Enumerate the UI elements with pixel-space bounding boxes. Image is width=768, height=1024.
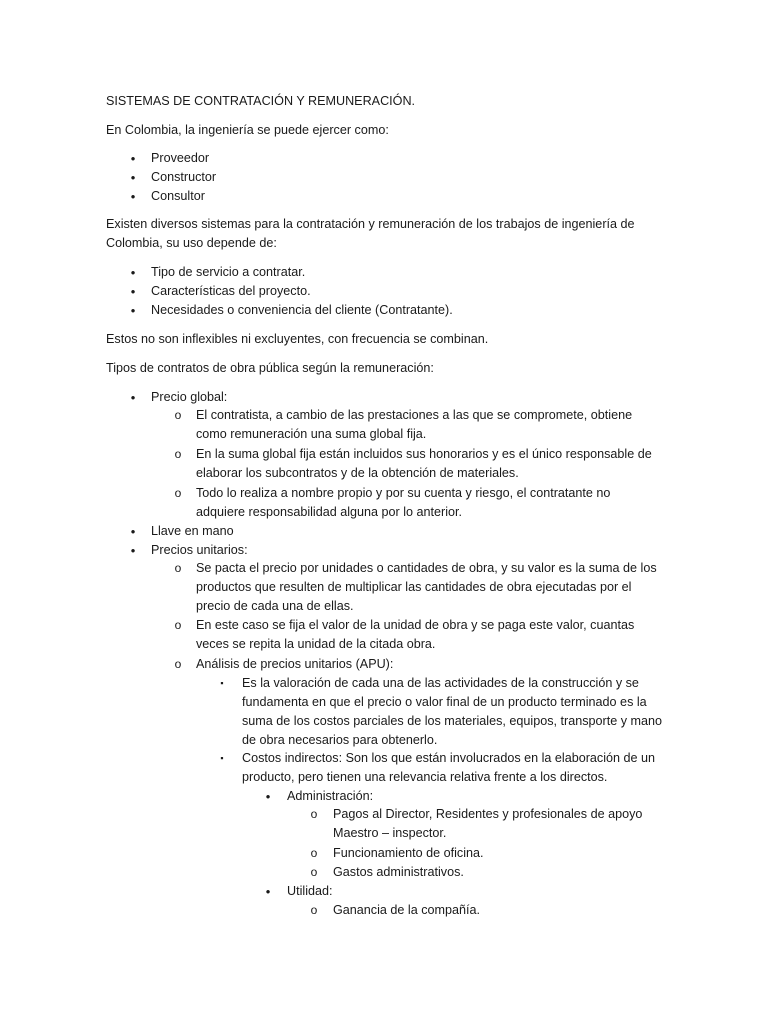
- circle-marker: o: [174, 486, 182, 500]
- combine-note: Estos no son inflexibles ni excluyentes, con frecuencia se combinan.: [106, 332, 489, 346]
- sub-item-line: Todo lo realiza a nombre propio y por su cuenta y riesgo, el contratante no: [196, 486, 611, 500]
- list-item-precios-unitarios: Precios unitarios:: [151, 543, 248, 557]
- apu-item-line: Costos indirectos: Son los que están involucrados en la elaboración de un: [242, 751, 656, 765]
- sub-item-line: Pagos al Director, Residentes y profesionales de apoyo: [333, 807, 643, 821]
- bullet-marker: •: [130, 543, 136, 558]
- sub-item-line: Se pacta el precio por unidades o cantidades de obra, y su valor es la suma de los: [196, 561, 657, 575]
- sub-item-line: veces se repita la unidad de la citada obra.: [196, 637, 436, 651]
- types-intro: Tipos de contratos de obra pública según la remuneración:: [106, 361, 434, 375]
- circle-marker: o: [174, 408, 182, 422]
- sub-item-line: como remuneración una suma global fija.: [196, 427, 427, 441]
- intro-paragraph: En Colombia, la ingeniería se puede ejercer como:: [106, 123, 389, 137]
- bullet-marker: •: [265, 789, 271, 804]
- bullet-marker: •: [130, 151, 136, 166]
- apu-item-line: de obra necesarios para obtenerlo.: [242, 733, 438, 747]
- apu-item-line: fundamenta en que el precio o valor final de un producto terminado es la: [242, 695, 647, 709]
- systems-paragraph-line: Existen diversos sistemas para la contratación y remuneración de los trabajos de ingeniería de: [106, 217, 635, 231]
- circle-marker: o: [174, 561, 182, 575]
- sub-item-line: Maestro – inspector.: [333, 826, 447, 840]
- list-item-factor: Características del proyecto.: [151, 284, 311, 298]
- sub-item-line: Ganancia de la compañía.: [333, 903, 481, 917]
- list-item-precio-global: Precio global:: [151, 390, 228, 404]
- bullet-marker: •: [265, 884, 271, 899]
- bullet-marker: •: [130, 170, 136, 185]
- circle-marker: o: [174, 657, 182, 671]
- sub-item-line: Gastos administrativos.: [333, 865, 464, 879]
- circle-marker: o: [310, 865, 318, 879]
- bullet-marker: •: [130, 390, 136, 405]
- square-marker: ▪: [220, 753, 224, 763]
- sub-item-line: El contratista, a cambio de las prestaciones a las que se compromete, obtiene: [196, 408, 633, 422]
- circle-marker: o: [174, 618, 182, 632]
- circle-marker: o: [310, 807, 318, 821]
- list-item-role: Constructor: [151, 170, 217, 184]
- sub-item-line: En este caso se fija el valor de la unidad de obra y se paga este valor, cuantas: [196, 618, 635, 632]
- bullet-marker: •: [130, 284, 136, 299]
- sub-item-line: Funcionamiento de oficina.: [333, 846, 484, 860]
- sub-item-line: precio de cada una de ellas.: [196, 599, 354, 613]
- document-title: SISTEMAS DE CONTRATACIÓN Y REMUNERACIÓN.: [106, 94, 416, 108]
- sub-item-line: En la suma global fija están incluidos sus honorarios y es el único responsable de: [196, 447, 652, 461]
- list-item-role: Proveedor: [151, 151, 210, 165]
- circle-marker: o: [310, 846, 318, 860]
- bullet-marker: •: [130, 524, 136, 539]
- list-item-factor: Necesidades o conveniencia del cliente (Contratante).: [151, 303, 453, 317]
- apu-item-line: producto, pero tienen una relevancia relativa frente a los directos.: [242, 770, 608, 784]
- circle-marker: o: [310, 903, 318, 917]
- circle-marker: o: [174, 447, 182, 461]
- list-item-llave-en-mano: Llave en mano: [151, 524, 234, 538]
- sub-item-line: elaborar los subcontratos y de la obtención de materiales.: [196, 466, 519, 480]
- list-item-administracion: Administración:: [287, 789, 374, 803]
- bullet-marker: •: [130, 189, 136, 204]
- bullet-marker: •: [130, 303, 136, 318]
- apu-item-line: suma de los costos parciales de los materiales, equipos, transporte y mano: [242, 714, 663, 728]
- list-item-utilidad: Utilidad:: [287, 884, 333, 898]
- bullet-marker: •: [130, 265, 136, 280]
- sub-item-apu: Análisis de precios unitarios (APU):: [196, 657, 394, 671]
- square-marker: ▪: [220, 678, 224, 688]
- systems-paragraph-line: Colombia, su uso depende de:: [106, 236, 277, 250]
- list-item-role: Consultor: [151, 189, 205, 203]
- sub-item-line: productos que resulten de multiplicar las cantidades de obra ejecutadas por el: [196, 580, 632, 594]
- apu-item-line: Es la valoración de cada una de las actividades de la construcción y se: [242, 676, 639, 690]
- sub-item-line: adquiere responsabilidad alguna por lo anterior.: [196, 505, 463, 519]
- list-item-factor: Tipo de servicio a contratar.: [151, 265, 306, 279]
